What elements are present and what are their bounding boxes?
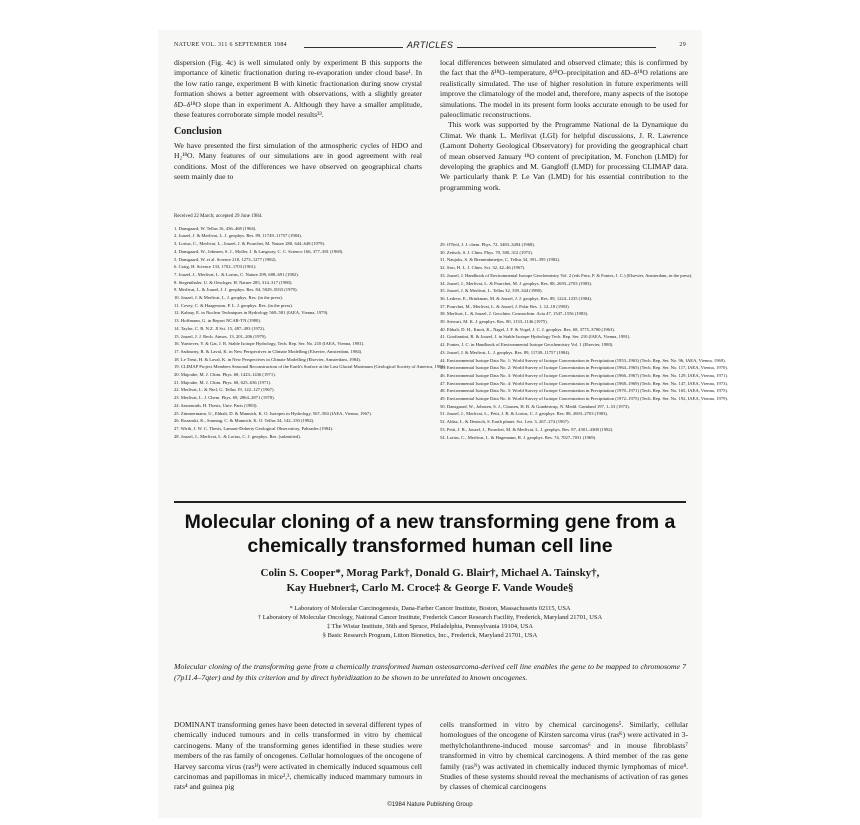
- body-text-left: DOMINANT transforming genes have been detected in several different types of chemically induced tumours and in cells transformed in vitro by chemical carcinogens. Many of the transforming genes identified in these studies were members of the ras family of oncogenes. Cellular homologues of the oncogene of Harvey sarcoma virus (rasᴴ) were activated in chemically induced squamous cell carcinomas and papillomas in mice²,³, chemically induced mammary tumours in rats⁴ and guinea pig: [174, 720, 422, 792]
- reference-item: 10. Jouzel, J. & Merlivat, L. J. geophys. Res. (in the press).: [174, 295, 283, 301]
- affiliation: § Basic Research Program, Litton Bionetics, Inc., Frederick, Maryland 21701, USA: [322, 632, 538, 639]
- body-text-right: cells transformed in vitro by chemical carcinogens⁵. Similarly, cellular homologues of the oncogene of Kirsten sarcoma virus (rasᴷ) were activated in 3-methylcholanthrene-induced mouse sarcomas⁶ and in mouse fibroblasts⁷ transformed in vitro by chemical carcinogens. A third member of the ras gene family (rasᴺ) was activated in chemically induced thymic lymphomas of mice⁸. Studies of these systems should reveal the mechanisms of activation of ras genes by classes of chemical carcinogens: [440, 720, 688, 792]
- reference-item: 41. Gonfiantini, R. & Jouzel, J. in Stable Isotope Hydrology Tech. Rep. Ser. 210 (IAEA, Vienna, 1981).: [440, 334, 631, 340]
- reference-item: 50. Dansgaard, W., Johnsen, S. J., Clausen, H. B. & Gundestrup, N. Medd. Grønland 197, 1–53 (1973).: [440, 403, 630, 409]
- reference-item: 42. Fontes, J. C. in Handbook of Environmental Isotope Geochemistry Vol. 1 (Elsevier, 1980).: [440, 342, 614, 348]
- reference-item: 44. Environmental Isotope Data No. 1: World Survey of Isotope Concentration in Precipitation (1953–1963) (Tech. Rep. Ser. No. 96, IAEA, Vienna, 1969).: [440, 357, 726, 363]
- abstract: Molecular cloning of the transforming gene from a chemically transformed human osteosarcoma-derived cell line enables the gene to be mapped to chromosome 7 (7p11.4–7qter) and by this criterion and by direct hybridization to be shown to be unrelated to known oncogenes.: [174, 662, 686, 682]
- reference-item: 21. Majoube, M. J. Chim. Phys. 68, 625–636 (1971).: [174, 379, 272, 385]
- references-right: [440, 241, 729, 441]
- article-divider: [174, 501, 686, 503]
- running-head: [174, 40, 686, 52]
- reference-item: 14. Taylor, C. B. N.Z. Jl Sci. 15, 487–493 (1972).: [174, 325, 266, 331]
- reference-item: 28. Jouzel, J., Merlivat, L. & Lorius, C. J. geophys. Res. (submitted).: [174, 433, 301, 439]
- reference-item: 3. Lorius, C., Merlivat, L., Jouzel, J. & Pourchet, M. Nature 280, 644–648 (1979).: [174, 241, 326, 247]
- journal-issue-line: NATURE VOL. 311 6 SEPTEMBER 1984: [174, 42, 287, 48]
- reference-item: 25. Zimmermann, U., Ehhalt, D. & Munnich, K. O. Isotopes in Hydrology, 567–584 (IAEA, Vienna, 1967).: [174, 410, 372, 416]
- reference-item: 20. Majoube, M. J. Chim. Phys. 68, 1423–1436 (1971).: [174, 372, 276, 378]
- reference-item: 34. Jouzel, J., Merlivat, L. & Pourchet, M. J. geophys. Res. 88, 2693–2703 (1983).: [440, 280, 593, 286]
- reference-item: 27. Wirth, J. W. C. Thesis, Lamont-Doherty Geological Observatory, Palisades (1984).: [174, 425, 334, 431]
- received-date: Received 22 March; accepted 29 June 1984.: [174, 214, 263, 219]
- affiliation: * Laboratory of Molecular Carcinogenesis, Dana-Farber Cancer Institute, Boston, Massachusetts 02115, USA: [289, 605, 571, 612]
- affiliation: ‡ The Wistar Institute, 36th and Spruce, Philadelphia, Pennsylvania 19104, USA: [326, 623, 534, 630]
- journal-page: [158, 30, 729, 818]
- reference-item: 35. Jouzel, J. & Merlivat, L. Tellus 32, 339–344 (1980).: [440, 288, 543, 294]
- reference-item: 29. O'Neil, J. J. chem. Phys. 72, 3483–3494 (1968).: [440, 242, 535, 247]
- reference-item: 26. Rozanski, K., Sonntag, C. & Munnich, K. O. Tellus 34, 142–150 (1982).: [174, 418, 315, 424]
- paragraph: dispersion (Fig. 4c) is well simulated only by experiment B this supports the importance of kinetic fractionation during re-evaporation under cloud base¹. In the low ratio range, experiment B with kinetic fractionation during snow crystal formation shows a better agreement with observations, with a slightly greater δD–δ¹⁸O slope than in experiment A. Although they have a smaller amplitude, these features corroborate simple model results³³.: [174, 58, 422, 120]
- section-heading-conclusion: Conclusion: [174, 126, 222, 138]
- reference-item: 16. Yurtsever, Y. & Gat, J. R. Stable Isotope Hydrology, Tech. Rep. Ser. No. 210 (IAEA, Vienna, 1981).: [174, 341, 365, 347]
- reference-item: 11. Covey, C. & Haagenson, P. L. J. geophys. Res. (in the press).: [174, 302, 293, 308]
- reference-item: 17. Sadourny, R. & Laval, K. in New Perspectives in Climate Modelling (Elsevier, Amsterdam, 1984).: [174, 348, 363, 354]
- reference-item: 49. Environmental Isotope Data No. 6: World Survey of Isotope Concentration in Precipitation (1972–1975) (Tech. Rep. Ser. No. 192, IAEA, Vienna, 1979).: [440, 396, 729, 402]
- reference-item: 45. Environmental Isotope Data No. 2: World Survey of Isotope Concentration in Precipitation (1964–1965) (Tech. Rep. Ser. No. 117, IAEA, Vienna, 1970).: [440, 365, 728, 371]
- reference-item: 30. Zeitsch, S. J. Chim. Phys. 70, 300–312 (1973).: [440, 249, 533, 255]
- reference-item: 9. Merlivat, L. & Jouzel, J. J. geophys. Res. 84, 5029–5033 (1979).: [174, 287, 298, 293]
- reference-item: 33. Jouzel, J. Handbook of Environmental Isotope Geochemistry Vol. 2 (eds Fritz, P. & Fontes, J. C.) (Elsevier, Amsterdam, in the press).: [440, 272, 693, 278]
- affiliation: † Laboratory of Molecular Oncology, National Cancer Institute, Frederick Cancer Research Facility, Frederick, Maryland 21701, USA: [257, 614, 603, 621]
- reference-item: 7. Jouzel, J., Merlivat, L. & Lorius, C. Nature 299, 688–691 (1982).: [174, 271, 299, 277]
- reference-item: 22. Merlivat, L. & Nief, G. Tellus 19, 122–127 (1967).: [174, 387, 275, 393]
- affiliations: [188, 604, 672, 640]
- reference-item: 40. Ehhalt, D. H., Knott, K., Nagel, J. F. & Vogel, J. C. J. geophys. Res. 68, 3775–3780 (1963).: [440, 326, 615, 332]
- reference-item: 18. Le Treut, H. & Laval, K. in New Perspectives in Climate Modelling (Elsevier, Amsterdam, 1984).: [174, 356, 361, 362]
- reference-item: 36. Ledrew, E., Brinkman, M. & Jouzel, J. J. geophys. Res. 89, 1224–1235 (1984).: [440, 295, 593, 301]
- reference-item: 5. Dansgaard, W. et al. Science 218, 1273–1277 (1982).: [174, 256, 277, 262]
- paragraph: local differences between simulated and observed climate; this is confirmed by the fact that the δ¹⁸O–temperature, δ¹⁸O–precipitation and δD–δ¹⁸O relations are realistically simulated. The use of higher resolution in future experiments will improve the climatology of the model and, therefore, many aspects of the isotope simulations. The model in its present form looks accurate enough to be used for paleoclimatic reconstructions.: [440, 58, 688, 120]
- reference-item: 53. Petit, J. R., Jouzel, J., Pourchet, M. & Merlivat, L. J. geophys. Res. 87, 4301–4308 (1982).: [440, 426, 614, 432]
- reference-item: 23. Merlivat, L. J. Chem. Phys. 69, 2864–2871 (1978).: [174, 395, 275, 401]
- reference-item: 31. Naujoks, S. & Brenninkmeijer, C. Tellus 34, 391–395 (1982).: [440, 257, 561, 263]
- reference-item: 12. Kalnay, E. in Nuclear Techniques in Hydrology 569–581 (IAEA, Vienna, 1979).: [174, 310, 329, 316]
- previous-article-right-column: [440, 58, 688, 193]
- reference-item: 54. Lorius, C., Merlivat, L. & Hagemann, R. J. geophys. Res. 74, 7027–7031 (1969).: [440, 434, 597, 440]
- reference-item: 52. Aldaz, L. & Deutsch, S. Earth planet. Sci. Lett. 3, 267–274 (1967).: [440, 419, 570, 425]
- reference-item: 15. Jouzel, J. J. Rech. Atmos. 13, 201–206 (1979).: [174, 333, 267, 339]
- references-left: [174, 213, 447, 440]
- copyright-footer: ©1984 Nature Publishing Group: [387, 802, 473, 808]
- reference-item: 6. Craig, H. Science 133, 1702–1703 (1961).: [174, 264, 257, 270]
- paragraph: We have presented the first simulation of the atmospheric cycles of HDO and H₂¹⁸O. Many features of our simulations are in good agreement with real conditions. Most of the differences we have observed on geographical charts seem mainly due to: [174, 140, 422, 182]
- reference-item: 13. Hoffmann, G. in Report NCAR-TN (1980).: [174, 318, 261, 324]
- author-list: [174, 566, 686, 596]
- reference-item: 46. Environmental Isotope Data No. 3: World Survey of Isotope Concentration in Precipitation (1966–1967) (Tech. Rep. Ser. No. 129, IAEA, Vienna, 1971).: [440, 372, 729, 378]
- reference-item: 38. Merlivat, L. & Jouzel, J. Geochim. Cosmochim. Acta 47, 1547–1556 (1983).: [440, 311, 589, 317]
- section-label: ARTICLES: [403, 40, 457, 50]
- page-number: 29: [679, 42, 686, 48]
- previous-article-left-column: [174, 58, 422, 182]
- reference-item: 47. Environmental Isotope Data No. 4: World Survey of Isotope Concentration in Precipitation (1968–1969) (Tech. Rep. Ser. No. 147, IAEA, Vienna, 1973).: [440, 380, 729, 386]
- reference-item: 8. Siegenthaler, U. & Oeschger, H. Nature 285, 314–317 (1980).: [174, 279, 293, 285]
- reference-item: 4. Dansgaard, W., Johnsen, S. J., Moller, J. & Langway, C. C. Science 166, 377–381 (1969).: [174, 248, 344, 254]
- reference-item: 43. Jouzel, J. & Merlivat, L. J. geophys. Res. 89, 11749–11757 (1984).: [440, 349, 571, 355]
- authors-line: Colin S. Cooper*, Morag Park†, Donald G. Blair†, Michael A. Tainsky†,: [260, 567, 600, 579]
- reference-item: 48. Environmental Isotope Data No. 5: World Survey of Isotope Concentration in Precipitation (1970–1971) (Tech. Rep. Ser. No. 165, IAEA, Vienna, 1975).: [440, 388, 729, 394]
- reference-item: 51. Jouzel, J., Merlivat, L., Petit, J. R. & Lorius, C. J. geophys. Res. 88, 2693–2703 (1983).: [440, 411, 609, 417]
- reference-item: 1. Dansgaard, W. Tellus 16, 436–468 (1964).: [174, 225, 257, 231]
- reference-item: 37. Pourchet, M., Merlivat, L. & Jouzel, J. Polar Res. 1, 12–18 (1983).: [440, 303, 570, 309]
- reference-item: 32. Siro, H. L. J. Chim. Sci. 32, 42–46 (1967).: [440, 265, 526, 271]
- article-title: Molecular cloning of a new transforming gene from a chemically transformed human cell line: [184, 511, 676, 557]
- reference-item: 39. Stewart, M. K. J. geophys. Res. 80, 1133–1146 (1975).: [440, 319, 548, 325]
- reference-item: 2. Jouzel, J. & Merlivat, L. J. geophys. Res. 89, 11749–11757 (1984).: [174, 233, 302, 239]
- reference-item: 24. Sassenrath, H. Thesis, Univ. Paris (1983).: [174, 402, 258, 408]
- authors-line: Kay Huebner‡, Carlo M. Croce‡ & George F. Vande Woude§: [286, 582, 574, 594]
- reference-item: 19. CLIMAP Project Members Seasonal Reconstruction of the Earth's Surface at the Last Glacial Maximum (Geological Society of America, 1981).: [174, 364, 447, 370]
- acknowledgements: This work was supported by the Programme National de la Dynamique du Climat. We thank L. Merlivat (LGI) for helpful discussions, J. R. Lawrence (Lamont Doherty Geological Observatory) for providing the geographical chart of mean observed January ¹⁸O content of precipitation, M. Fonchon (LMD) for developing the graphics and M. Gangloff (LMD) for processing CLIMAP data. We particularly thank P. Le Van (LMD) for his essential contribution to the programming work.: [440, 120, 688, 192]
